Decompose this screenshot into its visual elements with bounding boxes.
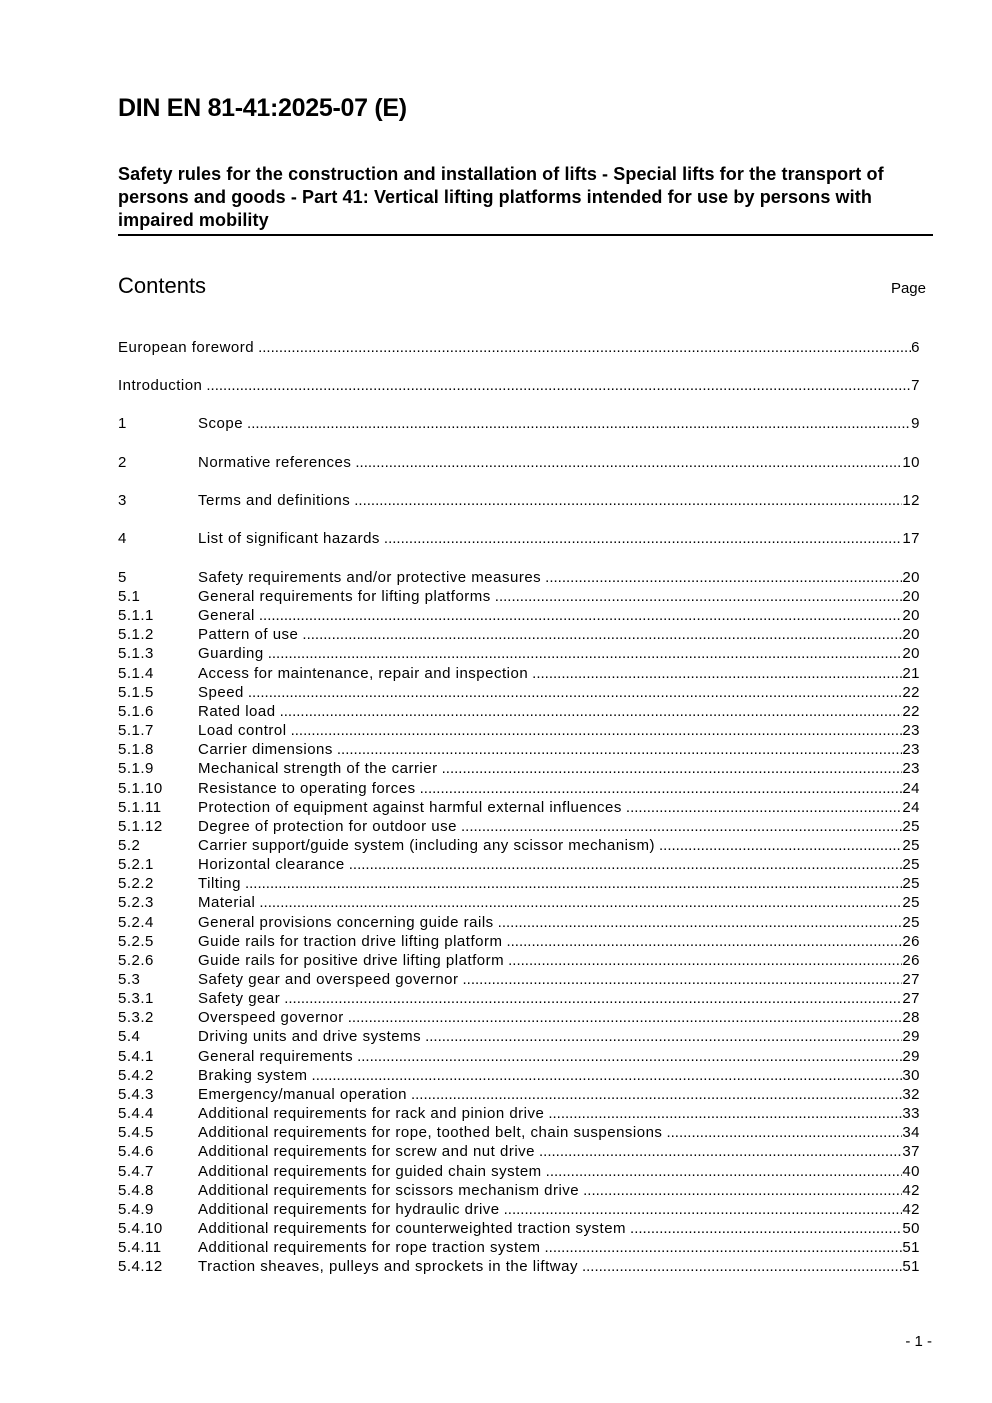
toc-entry[interactable] — [118, 1239, 920, 1258]
toc-entry-number: 5.4.12 — [118, 1258, 163, 1276]
page-number: - 1 - — [905, 1333, 932, 1350]
toc-entry-number: 5.4.2 — [118, 1066, 154, 1084]
document-id: DIN EN 81-41:2025-07 (E) — [118, 94, 407, 122]
toc-entry-page: 25 — [902, 894, 920, 912]
toc-entry-page: 26 — [902, 932, 920, 950]
dot-leader — [284, 990, 902, 1007]
toc-entry-title: Safety gear and overspeed governor — [198, 971, 459, 988]
toc-entry-page: 12 — [902, 492, 920, 509]
toc-entry-number: 5.4 — [118, 1028, 141, 1046]
toc-entry[interactable] — [118, 990, 920, 1009]
toc-entry-page: 25 — [902, 836, 920, 854]
toc-entry-title: Guide rails for traction drive lifting platform — [198, 932, 503, 950]
toc-entry-title: Protection of equipment against harmful external influences — [198, 798, 622, 816]
toc-entry-page: 25 — [902, 913, 920, 931]
toc-entry-number: 5.4.10 — [118, 1219, 163, 1237]
toc-entry-number: 3 — [118, 492, 127, 509]
toc-entry-page: 23 — [902, 741, 920, 759]
toc-entry-title: Additional requirements for counterweighted traction system — [198, 1219, 627, 1237]
toc-entry-page: 42 — [902, 1181, 920, 1199]
toc-entry-number: 5.1.5 — [118, 683, 154, 701]
toc-entry-number: 5.1.8 — [118, 741, 154, 759]
toc-entry-page: 28 — [902, 1009, 920, 1027]
toc-entry-page: 29 — [902, 1028, 920, 1046]
toc-entry-number: 5.1.4 — [118, 664, 154, 682]
toc-entry[interactable] — [118, 1258, 920, 1277]
dot-leader — [504, 1201, 903, 1218]
toc-entry[interactable] — [118, 703, 920, 722]
toc-entry[interactable] — [118, 1105, 920, 1124]
toc-entry-number: 5.3 — [118, 971, 141, 988]
dot-leader — [291, 722, 903, 739]
toc-entry-number: 5.3.1 — [118, 990, 154, 1008]
toc-entry[interactable] — [118, 1220, 920, 1239]
toc-entry-number: 5.4.8 — [118, 1181, 154, 1199]
toc-entry-page: 27 — [902, 971, 920, 988]
dot-leader — [546, 1163, 903, 1180]
toc-entry[interactable] — [118, 1028, 920, 1047]
dot-leader — [302, 626, 902, 643]
toc-entry-page: 30 — [902, 1066, 920, 1084]
toc-entry-number: 5.4.3 — [118, 1085, 154, 1103]
dot-leader — [354, 492, 902, 509]
dot-leader — [248, 684, 902, 701]
toc-entry-title: Carrier dimensions — [198, 741, 333, 759]
toc-entry-number: 5.1.11 — [118, 798, 162, 816]
toc-entry-page: 22 — [902, 683, 920, 701]
toc-entry-number: 5.4.1 — [118, 1047, 154, 1065]
toc-entry-page: 10 — [902, 454, 920, 471]
toc-entry-page: 22 — [902, 702, 920, 720]
toc-entry-title: Degree of protection for outdoor use — [198, 817, 457, 835]
toc-entry-page: 21 — [902, 664, 920, 682]
toc-entry[interactable] — [118, 1009, 920, 1028]
toc-entry[interactable] — [118, 1067, 920, 1086]
toc-entry-page: 51 — [902, 1239, 920, 1257]
dot-leader — [463, 971, 903, 988]
dot-leader — [355, 454, 902, 471]
dot-leader — [245, 875, 902, 892]
toc-entry-page: 17 — [902, 530, 920, 547]
toc-entry-number: 5.2.1 — [118, 856, 154, 874]
toc-entry-title: General requirements — [198, 1047, 354, 1065]
toc-entry[interactable] — [118, 1086, 920, 1105]
dot-leader — [626, 799, 902, 816]
toc-entry[interactable] — [118, 952, 920, 971]
toc-entry-title: Mechanical strength of the carrier — [198, 760, 438, 778]
toc-entry-title: Guide rails for positive drive lifting platform — [198, 951, 505, 969]
dot-leader — [495, 588, 903, 605]
dot-leader — [506, 933, 902, 950]
dot-leader — [384, 530, 902, 547]
dot-leader — [508, 952, 902, 969]
toc-entry[interactable] — [118, 684, 920, 703]
toc-entry[interactable] — [118, 665, 920, 684]
toc-entry-title: Load control — [198, 722, 287, 740]
toc-entry-number: 1 — [118, 415, 127, 432]
dot-leader — [583, 1182, 902, 1199]
toc-entry-page: 24 — [902, 779, 920, 797]
toc-entry[interactable] — [118, 415, 920, 434]
toc-entry-title: Safety gear — [198, 990, 281, 1008]
toc-entry[interactable] — [118, 799, 920, 818]
toc-entry-page: 20 — [902, 588, 920, 605]
toc-entry-page: 20 — [902, 645, 920, 663]
toc-entry-page: 33 — [902, 1105, 920, 1123]
toc-entry[interactable] — [118, 1048, 920, 1067]
toc-entry-page: 25 — [902, 817, 920, 835]
dot-leader — [411, 1086, 902, 1103]
toc-entry-title: Traction sheaves, pulleys and sprockets in the liftway — [198, 1258, 578, 1276]
toc-entry-number: 5.4.4 — [118, 1105, 154, 1123]
toc-entry-number: 5.4.9 — [118, 1200, 154, 1218]
toc-entry[interactable] — [118, 607, 920, 626]
toc-entry-number: 5.4.7 — [118, 1162, 154, 1180]
toc-entry-number: 5.4.5 — [118, 1124, 154, 1142]
dot-leader — [461, 818, 902, 835]
toc-entry[interactable] — [118, 588, 920, 607]
toc-entry-number: 5.1.12 — [118, 817, 163, 835]
toc-entry-number: 5.1.6 — [118, 702, 154, 720]
toc-entry[interactable] — [118, 1163, 920, 1182]
toc-entry-page: 40 — [902, 1162, 920, 1180]
toc-entry-title: Additional requirements for hydraulic drive — [198, 1200, 500, 1218]
dot-leader — [357, 1048, 902, 1065]
toc-entry-title: Additional requirements for rack and pinion drive — [198, 1105, 545, 1123]
dot-leader — [206, 377, 911, 394]
toc-entry-title: General — [198, 607, 255, 625]
toc-entry-title: Additional requirements for rope, toothed belt, chain suspensions — [198, 1124, 663, 1142]
toc-entry[interactable] — [118, 454, 920, 473]
toc-entry-title: Scope — [198, 415, 244, 432]
dot-leader — [582, 1258, 902, 1275]
toc-entry-number: 5 — [118, 569, 127, 586]
dot-leader — [659, 837, 902, 854]
toc-entry[interactable] — [118, 856, 920, 875]
toc-entry-page: 24 — [902, 798, 920, 816]
toc-entry-number: 5.1.3 — [118, 645, 154, 663]
dot-leader — [268, 645, 903, 662]
toc-entry-page: 23 — [902, 760, 920, 778]
toc-entry-number: 5.1.1 — [118, 607, 154, 625]
dot-leader — [630, 1220, 902, 1237]
toc-entry-title: General provisions concerning guide rails — [198, 913, 494, 931]
toc-entry-page: 27 — [902, 990, 920, 1008]
toc-entry-page: 42 — [902, 1200, 920, 1218]
toc-entry[interactable] — [118, 837, 920, 856]
toc-entry-page: 51 — [902, 1258, 920, 1276]
toc-entry-title: Driving units and drive systems — [198, 1028, 422, 1046]
toc-entry[interactable] — [118, 492, 920, 511]
toc-entry-number: 5.2 — [118, 836, 141, 854]
toc-entry-title: Braking system — [198, 1066, 308, 1084]
toc-entry-number: 5.2.6 — [118, 951, 154, 969]
toc-entry[interactable] — [118, 875, 920, 894]
toc-entry-page: 25 — [902, 875, 920, 893]
dot-leader — [420, 780, 903, 797]
toc-entry-number: 5.2.4 — [118, 913, 154, 931]
toc-entry[interactable] — [118, 1143, 920, 1162]
toc-entry-page: 32 — [902, 1085, 920, 1103]
toc-entry-page: 23 — [902, 722, 920, 740]
toc-entry-title: Additional requirements for rope traction system — [198, 1239, 541, 1257]
toc-entry-number: 5.4.11 — [118, 1239, 162, 1257]
toc-entry[interactable] — [118, 741, 920, 760]
toc-entry-title: Speed — [198, 683, 244, 701]
toc-entry[interactable] — [118, 377, 920, 396]
toc-entry-number: 5.4.6 — [118, 1143, 154, 1161]
dot-leader — [280, 703, 903, 720]
toc-entry-title: General requirements for lifting platforms — [198, 588, 491, 605]
dot-leader — [349, 856, 903, 873]
toc-entry-title: Emergency/manual operation — [198, 1085, 407, 1103]
dot-leader — [258, 339, 911, 356]
toc-entry-number: 5.1.2 — [118, 626, 154, 644]
toc-entry-number: 5.1 — [118, 588, 141, 605]
dot-leader — [532, 665, 902, 682]
toc-entry-number: 5.3.2 — [118, 1009, 154, 1027]
toc-entry-page: 34 — [902, 1124, 920, 1142]
toc-entry-page: 20 — [902, 607, 920, 625]
toc-entry[interactable] — [118, 1201, 920, 1220]
toc-entry-number: 5.1.9 — [118, 760, 154, 778]
toc-entry-number: 5.2.2 — [118, 875, 154, 893]
toc-entry-title: Additional requirements for screw and nut drive — [198, 1143, 535, 1161]
toc-entry[interactable] — [118, 339, 920, 358]
toc-entry-number: 2 — [118, 454, 127, 471]
toc-entry-title: Terms and definitions — [198, 492, 351, 509]
dot-leader — [498, 914, 903, 931]
toc-entry-title: European foreword — [118, 339, 255, 356]
toc-entry-title: List of significant hazards — [198, 530, 380, 547]
toc-entry-number: 5.1.10 — [118, 779, 163, 797]
document-title: Safety rules for the construction and installation of lifts - Special lifts for the transport of persons and goods - Part 41: Vertical lifting platforms intended for use by persons with impaired mobility — [118, 163, 933, 236]
dot-leader — [337, 741, 902, 758]
toc-entry-page: 6 — [911, 339, 920, 356]
toc-entry[interactable] — [118, 971, 920, 990]
toc-entry[interactable] — [118, 760, 920, 779]
toc-entry-title: Pattern of use — [198, 626, 299, 644]
toc-entry-page: 50 — [902, 1219, 920, 1237]
dot-leader — [259, 607, 902, 624]
toc-entry-page: 9 — [911, 415, 920, 432]
dot-leader — [442, 760, 903, 777]
toc-entry-title: Horizontal clearance — [198, 856, 345, 874]
toc-entry-title: Rated load — [198, 702, 276, 720]
toc-entry-title: Safety requirements and/or protective measures — [198, 569, 542, 586]
toc-entry[interactable] — [118, 780, 920, 799]
toc-entry-title: Normative references — [198, 454, 352, 471]
dot-leader — [539, 1143, 902, 1160]
dot-leader — [666, 1124, 902, 1141]
toc-entry[interactable] — [118, 645, 920, 664]
toc-entry[interactable] — [118, 530, 920, 549]
toc-entry-page: 25 — [902, 856, 920, 874]
toc-entry[interactable] — [118, 894, 920, 913]
toc-entry[interactable] — [118, 933, 920, 952]
dot-leader — [348, 1009, 903, 1026]
toc-entry-title: Overspeed governor — [198, 1009, 344, 1027]
toc-entry-title: Additional requirements for guided chain system — [198, 1162, 542, 1180]
toc-entry[interactable] — [118, 722, 920, 741]
toc-entry-title: Carrier support/guide system (including any scissor mechanism) — [198, 836, 655, 854]
toc-entry[interactable] — [118, 1124, 920, 1143]
toc-entry-page: 29 — [902, 1047, 920, 1065]
toc-entry-number: 4 — [118, 530, 127, 547]
toc-entry-number: 5.2.5 — [118, 932, 154, 950]
toc-entry[interactable] — [118, 569, 920, 588]
dot-leader — [544, 1239, 902, 1256]
toc-entry[interactable] — [118, 914, 920, 933]
toc-entry-page: 37 — [902, 1143, 920, 1161]
toc-entry-title: Resistance to operating forces — [198, 779, 416, 797]
dot-leader — [247, 415, 911, 432]
dot-leader — [548, 1105, 902, 1122]
toc-entry-title: Material — [198, 894, 256, 912]
toc-entry-number: 5.1.7 — [118, 722, 154, 740]
dot-leader — [259, 894, 902, 911]
toc-entry-title: Additional requirements for scissors mechanism drive — [198, 1181, 580, 1199]
toc-entry-title: Guarding — [198, 645, 264, 663]
toc-entry-title: Access for maintenance, repair and inspection — [198, 664, 529, 682]
toc-entry-title: Tilting — [198, 875, 241, 893]
contents-heading: Contents — [118, 273, 207, 298]
toc-entry-page: 26 — [902, 951, 920, 969]
toc-entry-page: 7 — [911, 377, 920, 394]
dot-leader — [545, 569, 902, 586]
dot-leader — [312, 1067, 903, 1084]
dot-leader — [425, 1028, 902, 1045]
toc-entry[interactable] — [118, 818, 920, 837]
toc-entry-page: 20 — [902, 626, 920, 644]
toc-entry[interactable] — [118, 626, 920, 645]
page-column-label: Page — [890, 280, 926, 297]
toc-entry-title: Introduction — [118, 377, 203, 394]
toc-entry-page: 20 — [902, 569, 920, 586]
toc-entry[interactable] — [118, 1182, 920, 1201]
toc-entry-number: 5.2.3 — [118, 894, 154, 912]
